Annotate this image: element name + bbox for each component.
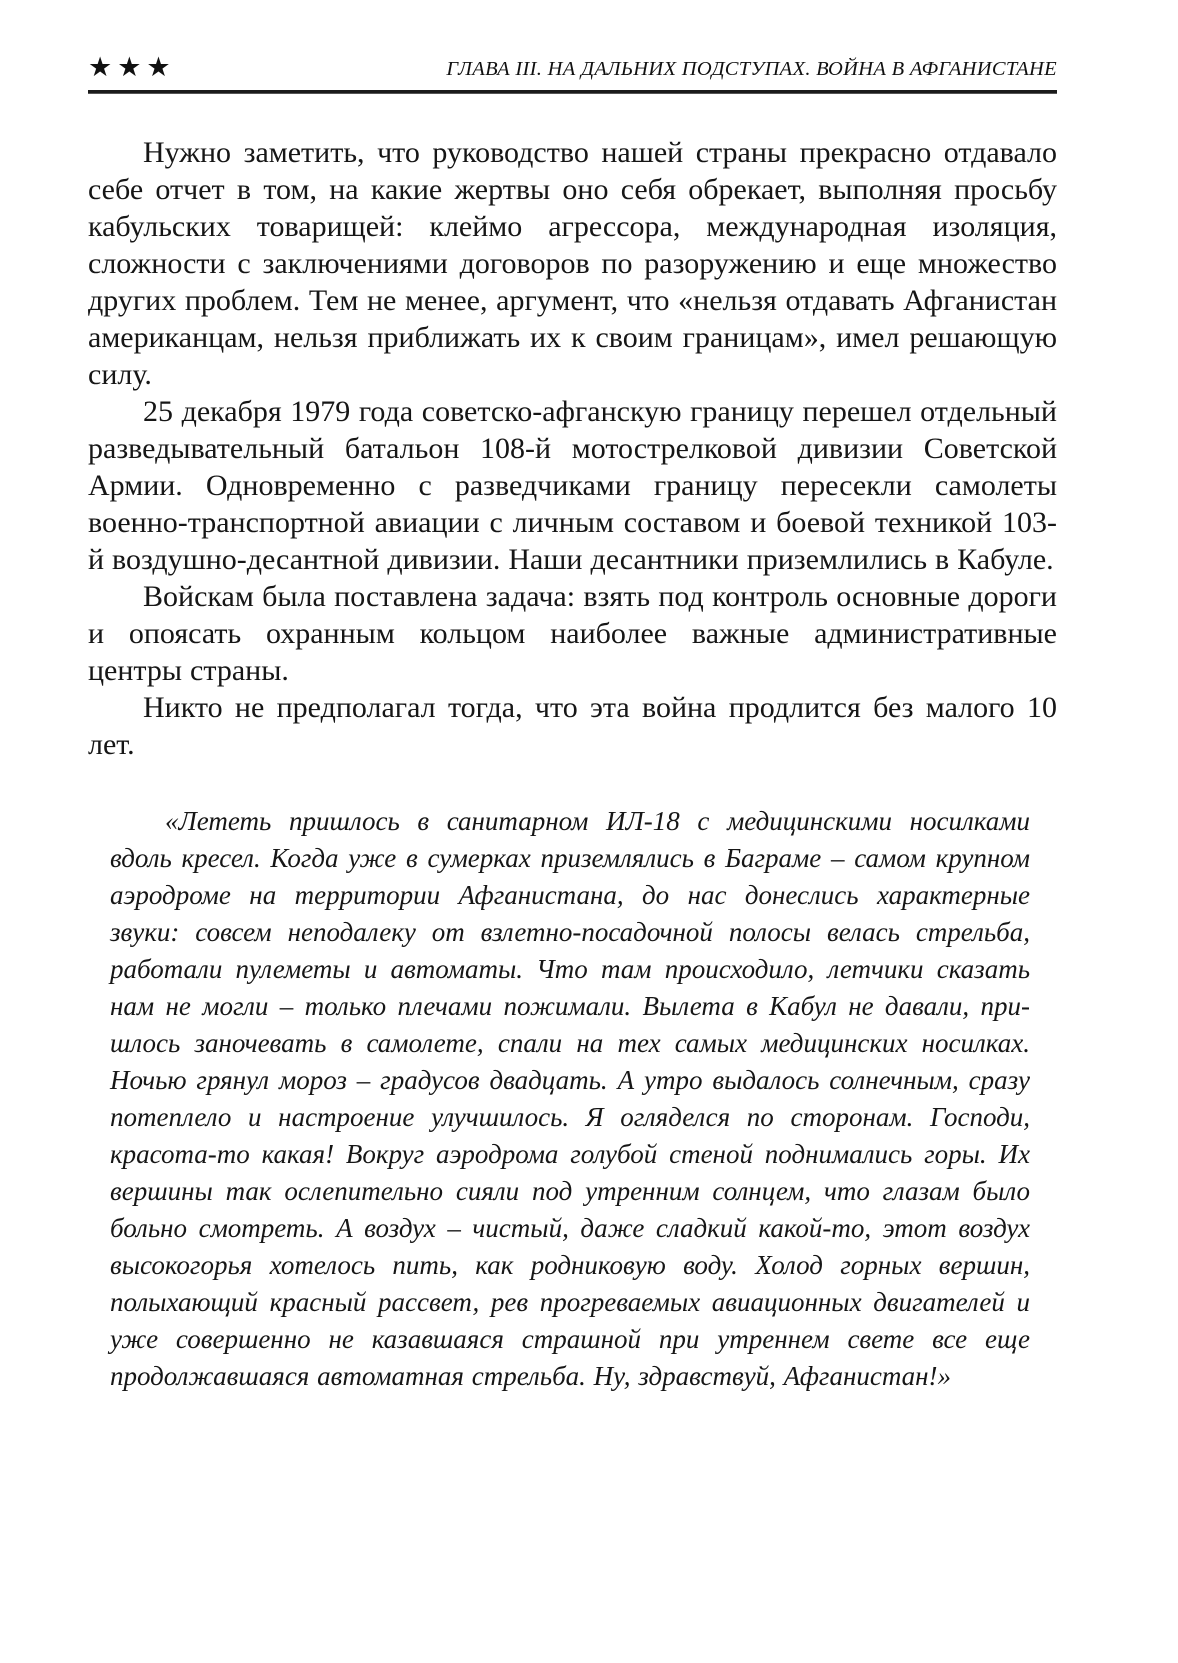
page-header — [88, 52, 1057, 83]
body-paragraph-2: 25 декабря 1979 года советско-афганскую границу перешел отдельный разведывательный батальон 108-й мотострелковой дивизии Советской Армии. Одновременно с разведчиками границу пересекли самолеты военно-транспортной авиации с личным составом и боевой техникой 103-й воздушно-десантной дивизии. Наши десантники приземлились в Кабуле. — [88, 395, 1057, 576]
body-paragraph-1: Нужно заметить, что руководство нашей страны прекрасно отдавало себе отчет в том, на какие жертвы оно себя обрекает, выполняя просьбу кабульских товарищей: клеймо агрессора, международная изоляция, сложности с заключениями договоров по разоружению и еще множество других проблем. Тем не менее, аргумент, что «нельзя отдавать Афганистан американцам, нельзя приближать их к своим границам», имел решающую силу. — [88, 136, 1057, 391]
page-body — [88, 134, 1057, 1395]
running-title: ГЛАВА III. НА ДАЛЬНИХ ПОДСТУПАХ. ВОЙНА В АФГАНИСТАНЕ — [446, 57, 1057, 80]
body-paragraph-3: Войскам была поставлена задача: взять под контроль основные дороги и опоясать охранным кольцом наиболее важные административные центры страны. — [88, 580, 1057, 687]
header-rule — [88, 90, 1057, 94]
memoir-quote: «Лететь пришлось в санитарном ИЛ-18 с медицинскими носилками вдоль кресел. Когда уже в сумерках приземлялись в Баграме – самом крупном аэродроме на территории Афганистана, до нас донеслись характерные звуки: совсем неподалеку от взлетно-посадочной полосы велась стрельба, работали пулеметы и автоматы. Что там происходило, летчики сказать нам не могли – только плечами пожимали. Вылета в Кабул не давали, пришлось заночевать в самолете, спали на тех самых медицинских носилках. Ночью грянул мороз – градусов двадцать. А утро выдалось солнечным, сразу потеплело и настроение улучшилось. Я огляделся по сторонам. Господи, красота-то какая! Вокруг аэродрома голубой стеной поднимались горы. Их вершины так ослепительно сияли под утренним солнцем, что глазам было больно смотреть. А воздух – чистый, даже сладкий какой-то, этот воздух высокогорья хотелось пить, как родниковую воду. Холод горных вершин, полыхающий красный рассвет, рев прогреваемых авиационных двигателей и уже совершенно не казавшаяся страшной при утреннем свете все еще продолжавшаяся автоматная стрельба. Ну, здравствуй, Афганистан!» — [110, 806, 1030, 1391]
body-paragraph-4: Никто не предполагал тогда, что эта война продлится без малого 10 лет. — [88, 691, 1057, 761]
chapter-stars-icon: ★★★ — [88, 52, 176, 83]
